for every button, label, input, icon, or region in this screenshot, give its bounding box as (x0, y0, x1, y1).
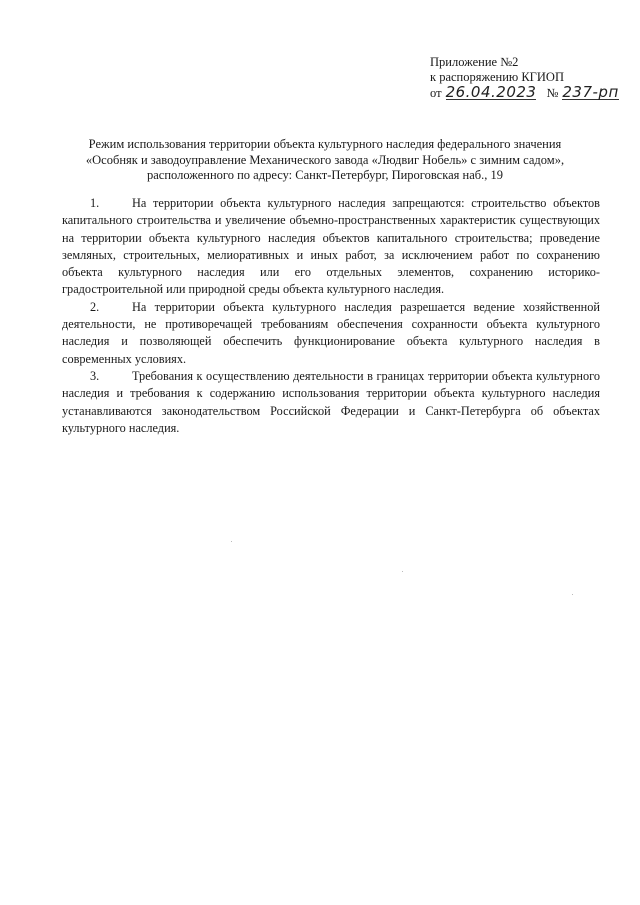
document-body (62, 195, 600, 437)
paragraph-2 (62, 299, 600, 368)
number-prefix: № (546, 86, 559, 100)
handwritten-number: 237-рп (562, 83, 619, 101)
scan-speck (402, 571, 403, 572)
appendix-order-ref: к распоряжению КГИОП (430, 70, 564, 84)
paragraph-text: Требования к осуществлению деятельности в границах территории объекта культурного наследия и требования к содержанию использования территории объекта культурного наследия устанавливаются законодательством Российской Федерации и Санкт-Петербурга об объектах культурного наследия. (62, 368, 600, 435)
title-line-1: Режим использования территории объекта культурного наследия федерального значения (88, 137, 562, 151)
paragraph-text: На территории объекта культурного наследия разрешается ведение хозяйственной деятельности, не противоречащей требованиям обеспечения сохранности объекта культурного наследия и позволяющей обеспечить функционирование объекта культурного наследия в современных условиях. (62, 299, 600, 366)
scan-speck (572, 594, 573, 595)
date-prefix: от (430, 86, 442, 100)
paragraph-number: 1. (90, 196, 100, 210)
scan-speck (231, 541, 232, 542)
document-title (60, 137, 590, 184)
paragraph-text: На территории объекта культурного наследия запрещаются: строительство объектов капитального строительства и увеличение объемно-пространственных характеристик существующих на территории объекта культурного наследия объектов капитального строительства; проведение земляных, строительных, мелиоративных и иных работ, за исключением работ по сохранению объекта культурного наследия или его отдельных элементов, сохранению историко-градостроительной или природной среды объекта культурного наследия. (62, 196, 600, 297)
appendix-date-line (430, 85, 619, 101)
title-line-3: расположенного по адресу: Санкт-Петербург, Пироговская наб., 19 (146, 168, 504, 182)
paragraph-number: 2. (90, 299, 100, 314)
handwritten-date: 26.04.2023 (445, 83, 537, 101)
appendix-title: Приложение №2 (430, 55, 519, 69)
appendix-header (430, 55, 619, 101)
paragraph-number: 3. (90, 368, 100, 383)
paragraph-1 (62, 195, 600, 299)
title-line-2: «Особняк и заводоуправление Механического завода «Людвиг Нобель» с зимним садом», (85, 152, 565, 167)
paragraph-3 (62, 368, 600, 437)
